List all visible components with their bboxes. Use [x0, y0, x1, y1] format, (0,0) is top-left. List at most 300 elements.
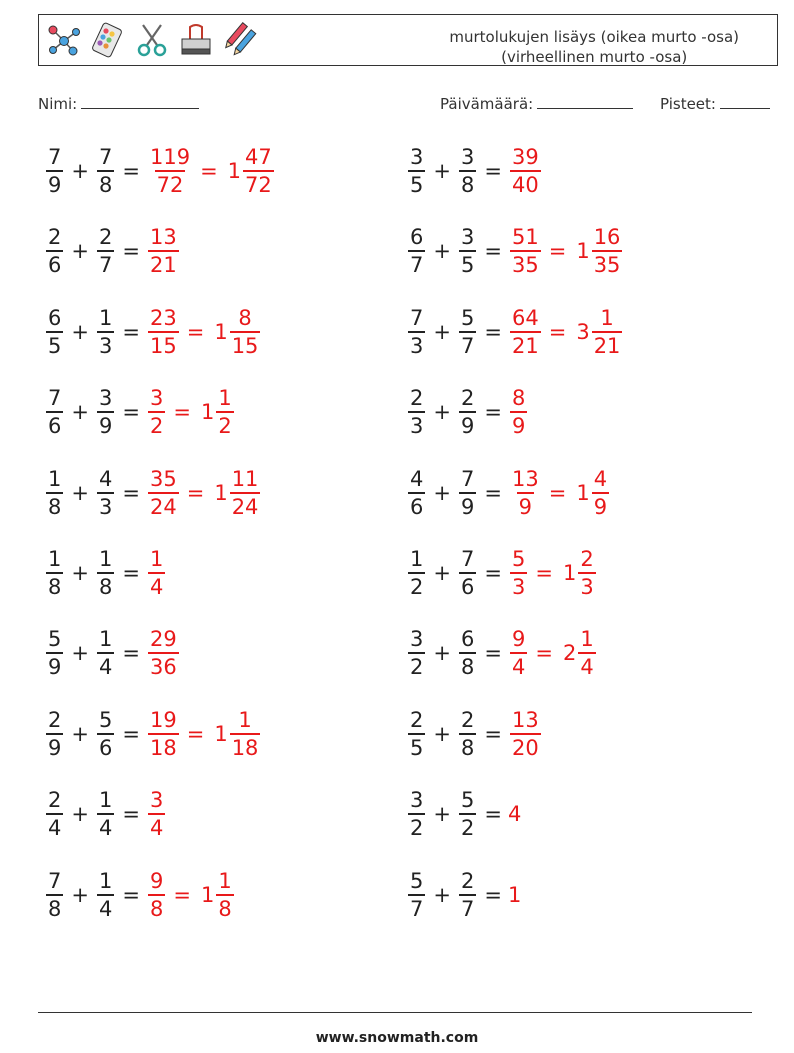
problem-row	[406, 461, 611, 525]
numerator: 3	[410, 627, 424, 651]
equals-sign: =	[484, 722, 502, 746]
numerator: 2	[410, 386, 424, 410]
answer-fraction	[510, 546, 527, 600]
denominator: 18	[230, 733, 261, 761]
problem-row	[44, 541, 167, 605]
answer-fraction	[148, 546, 165, 600]
denominator: 2	[408, 813, 425, 841]
mixed-whole: 1	[576, 481, 590, 505]
equals-sign: =	[484, 802, 502, 826]
answer-fraction	[510, 466, 541, 520]
numerator: 7	[48, 869, 62, 893]
numerator: 3	[410, 145, 424, 169]
equals-sign: =	[122, 400, 140, 424]
numerator: 2	[48, 225, 62, 249]
denominator: 4	[46, 813, 63, 841]
numerator: 5	[410, 869, 424, 893]
answer-fraction	[148, 626, 179, 680]
mixed-fraction	[230, 305, 261, 359]
denominator: 8	[97, 572, 114, 600]
denominator: 4	[148, 572, 165, 600]
answer-fraction	[510, 224, 541, 278]
denominator: 9	[517, 492, 534, 520]
mixed-fraction	[230, 466, 261, 520]
numerator: 5	[511, 547, 526, 571]
equals-sign: =	[122, 159, 140, 183]
numerator: 1	[580, 627, 594, 651]
header-icons	[45, 21, 259, 59]
date-field[interactable]	[440, 94, 633, 113]
date-label: Päivämäärä:	[440, 95, 534, 113]
equals-sign: =	[484, 159, 502, 183]
denominator: 2	[459, 813, 476, 841]
denominator: 8	[459, 652, 476, 680]
denominator: 3	[408, 331, 425, 359]
plus-sign: +	[433, 722, 451, 746]
problem-row	[406, 782, 521, 846]
addend-fraction	[408, 466, 425, 520]
denominator: 8	[459, 733, 476, 761]
denominator: 5	[46, 331, 63, 359]
plus-sign: +	[433, 561, 451, 585]
plus-sign: +	[71, 481, 89, 505]
mixed-whole: 1	[576, 239, 590, 263]
denominator: 4	[510, 652, 527, 680]
plus-sign: +	[71, 239, 89, 263]
score-label: Pisteet:	[660, 95, 716, 113]
problem-row	[44, 782, 167, 846]
numerator: 2	[580, 547, 594, 571]
equals-sign: =	[122, 641, 140, 665]
numerator: 16	[593, 225, 621, 249]
worksheet-header	[38, 14, 778, 66]
numerator: 7	[98, 145, 113, 169]
denominator: 9	[592, 492, 609, 520]
problem-row	[44, 219, 181, 283]
numerator: 51	[511, 225, 539, 249]
addend-fraction	[97, 707, 114, 761]
problem-row	[406, 863, 521, 927]
numerator: 1	[238, 708, 252, 732]
denominator: 35	[510, 250, 541, 278]
addend-fraction	[97, 305, 114, 359]
numerator: 1	[149, 547, 164, 571]
addend-fraction	[408, 787, 425, 841]
denominator: 7	[459, 331, 476, 359]
denominator: 8	[46, 492, 63, 520]
numerator: 1	[98, 547, 113, 571]
equals-sign: =	[548, 320, 567, 344]
mixed-whole: 1	[200, 883, 215, 907]
addend-fraction	[459, 305, 476, 359]
equals-sign: =	[122, 239, 140, 263]
problem-row	[406, 621, 598, 685]
answer-fraction	[510, 707, 541, 761]
equals-sign: =	[173, 400, 191, 424]
score-line[interactable]	[720, 94, 770, 109]
title-line-2: (virheellinen murto -osa)	[501, 48, 688, 66]
equals-sign: =	[122, 883, 140, 907]
answer-fraction	[510, 144, 541, 198]
denominator: 8	[459, 170, 476, 198]
denominator: 7	[408, 894, 425, 922]
denominator: 4	[97, 894, 114, 922]
numerator: 2	[460, 869, 475, 893]
denominator: 2	[148, 411, 165, 439]
numerator: 6	[460, 627, 475, 651]
numerator: 19	[149, 708, 177, 732]
numerator: 23	[149, 306, 177, 330]
denominator: 9	[459, 492, 476, 520]
numerator: 11	[231, 467, 259, 491]
numerator: 64	[511, 306, 539, 330]
addend-fraction	[408, 224, 425, 278]
numerator: 1	[410, 547, 424, 571]
addend-fraction	[46, 144, 63, 198]
mixed-whole: 3	[576, 320, 590, 344]
equals-sign: =	[173, 883, 191, 907]
mixed-fraction	[230, 707, 261, 761]
addend-fraction	[408, 546, 425, 600]
plus-sign: +	[71, 641, 89, 665]
denominator: 15	[230, 331, 261, 359]
equals-sign: =	[484, 400, 502, 424]
addend-fraction	[97, 224, 114, 278]
denominator: 6	[46, 411, 63, 439]
mixed-fraction	[216, 868, 233, 922]
numerator: 13	[511, 467, 539, 491]
footer-url: www.snowmath.com	[315, 1030, 479, 1046]
numerator: 7	[48, 145, 62, 169]
denominator: 3	[408, 411, 425, 439]
addend-fraction	[46, 787, 63, 841]
addend-fraction	[46, 224, 63, 278]
mixed-whole: 1	[214, 481, 228, 505]
problem-row	[406, 380, 529, 444]
addend-fraction	[46, 466, 63, 520]
equals-sign: =	[200, 159, 218, 183]
numerator: 9	[149, 869, 164, 893]
denominator: 9	[97, 411, 114, 439]
addend-fraction	[408, 868, 425, 922]
denominator: 4	[97, 813, 114, 841]
mixed-whole: 1	[214, 320, 228, 344]
equals-sign: =	[548, 481, 567, 505]
numerator: 119	[149, 145, 191, 169]
mixed-whole: 2	[562, 641, 577, 665]
denominator: 9	[510, 411, 527, 439]
problem-row	[406, 139, 543, 203]
denominator: 4	[97, 652, 114, 680]
problem-row	[406, 300, 624, 364]
answer-fraction	[148, 305, 179, 359]
denominator: 5	[408, 733, 425, 761]
addend-fraction	[97, 385, 114, 439]
answer-whole: 4	[507, 802, 522, 826]
denominator: 8	[216, 894, 233, 922]
numerator: 13	[511, 708, 539, 732]
binder-clip-icon	[177, 21, 215, 59]
addend-fraction	[97, 144, 114, 198]
numerator: 1	[218, 386, 232, 410]
numerator: 2	[98, 225, 113, 249]
problem-row	[44, 139, 276, 203]
problem-row	[44, 702, 262, 766]
answer-fraction	[510, 305, 541, 359]
equals-sign: =	[548, 239, 567, 263]
denominator: 4	[578, 652, 595, 680]
problem-row	[406, 219, 624, 283]
score-field[interactable]	[660, 94, 770, 113]
denominator: 21	[510, 331, 541, 359]
problem-row	[44, 300, 262, 364]
answer-fraction	[148, 385, 165, 439]
mixed-fraction	[592, 305, 623, 359]
plus-sign: +	[71, 320, 89, 344]
name-line[interactable]	[81, 94, 199, 109]
plus-sign: +	[433, 320, 451, 344]
title-line-1: murtolukujen lisäys (oikea murto -osa)	[449, 28, 739, 46]
numerator: 6	[410, 225, 424, 249]
addend-fraction	[408, 707, 425, 761]
scissors-icon	[133, 21, 171, 59]
equals-sign: =	[122, 320, 140, 344]
mixed-fraction	[578, 626, 595, 680]
addend-fraction	[46, 626, 63, 680]
denominator: 21	[592, 331, 623, 359]
plus-sign: +	[433, 159, 451, 183]
equals-sign: =	[535, 561, 553, 585]
addend-fraction	[408, 305, 425, 359]
plus-sign: +	[71, 802, 89, 826]
denominator: 21	[148, 250, 179, 278]
denominator: 5	[459, 250, 476, 278]
addend-fraction	[459, 385, 476, 439]
addend-fraction	[459, 144, 476, 198]
numerator: 3	[460, 145, 475, 169]
addend-fraction	[459, 626, 476, 680]
mixed-whole: 1	[562, 561, 577, 585]
denominator: 3	[510, 572, 527, 600]
plus-sign: +	[433, 802, 451, 826]
problem-row	[44, 863, 236, 927]
mixed-fraction	[592, 466, 609, 520]
addend-fraction	[46, 707, 63, 761]
addend-fraction	[459, 546, 476, 600]
plus-sign: +	[71, 159, 89, 183]
numerator: 9	[511, 627, 526, 651]
denominator: 6	[459, 572, 476, 600]
plus-sign: +	[433, 641, 451, 665]
denominator: 5	[408, 170, 425, 198]
problem-row	[44, 380, 236, 444]
name-field[interactable]	[38, 94, 199, 113]
numerator: 2	[48, 708, 62, 732]
denominator: 7	[408, 250, 425, 278]
addend-fraction	[408, 626, 425, 680]
denominator: 9	[459, 411, 476, 439]
plus-sign: +	[71, 883, 89, 907]
denominator: 72	[243, 170, 274, 198]
plus-sign: +	[71, 561, 89, 585]
paint-palette-icon	[89, 21, 127, 59]
plus-sign: +	[71, 722, 89, 746]
addend-fraction	[459, 787, 476, 841]
numerator: 3	[149, 788, 164, 812]
equals-sign: =	[122, 722, 140, 746]
numerator: 2	[460, 708, 475, 732]
denominator: 2	[408, 652, 425, 680]
equals-sign: =	[484, 883, 502, 907]
numerator: 1	[98, 306, 113, 330]
denominator: 9	[46, 733, 63, 761]
numerator: 3	[149, 386, 164, 410]
plus-sign: +	[71, 400, 89, 424]
numerator: 5	[460, 306, 475, 330]
mixed-whole: 1	[227, 159, 242, 183]
pencils-icon	[221, 21, 259, 59]
addend-fraction	[97, 626, 114, 680]
addend-fraction	[97, 546, 114, 600]
denominator: 6	[46, 250, 63, 278]
answer-fraction	[510, 385, 527, 439]
denominator: 8	[148, 894, 165, 922]
numerator: 6	[48, 306, 62, 330]
addend-fraction	[97, 787, 114, 841]
denominator: 8	[97, 170, 114, 198]
addend-fraction	[97, 466, 114, 520]
denominator: 2	[408, 572, 425, 600]
denominator: 24	[148, 492, 179, 520]
addend-fraction	[46, 305, 63, 359]
plus-sign: +	[433, 883, 451, 907]
numerator: 7	[460, 547, 475, 571]
numerator: 8	[511, 386, 526, 410]
denominator: 6	[408, 492, 425, 520]
answer-whole: 1	[507, 883, 522, 907]
addend-fraction	[459, 868, 476, 922]
denominator: 9	[46, 170, 63, 198]
problem-row	[406, 702, 543, 766]
mixed-fraction	[592, 224, 623, 278]
numerator: 35	[149, 467, 177, 491]
numerator: 1	[98, 788, 113, 812]
denominator: 7	[459, 894, 476, 922]
answer-fraction	[510, 626, 527, 680]
addend-fraction	[459, 224, 476, 278]
worksheet-title	[449, 27, 739, 67]
addend-fraction	[97, 868, 114, 922]
answer-fraction	[148, 224, 179, 278]
numerator: 7	[410, 306, 424, 330]
equals-sign: =	[122, 481, 140, 505]
numerator: 4	[593, 467, 608, 491]
denominator: 3	[97, 492, 114, 520]
addend-fraction	[408, 385, 425, 439]
equals-sign: =	[484, 239, 502, 263]
numerator: 4	[98, 467, 113, 491]
numerator: 3	[460, 225, 475, 249]
numerator: 5	[48, 627, 62, 651]
equals-sign: =	[535, 641, 553, 665]
denominator: 72	[155, 170, 186, 198]
answer-fraction	[148, 787, 165, 841]
numerator: 5	[460, 788, 475, 812]
numerator: 8	[238, 306, 252, 330]
numerator: 3	[410, 788, 424, 812]
addend-fraction	[459, 466, 476, 520]
denominator: 7	[97, 250, 114, 278]
addend-fraction	[459, 707, 476, 761]
addend-fraction	[46, 385, 63, 439]
addend-fraction	[46, 868, 63, 922]
name-label: Nimi:	[38, 95, 78, 113]
mixed-fraction	[216, 385, 233, 439]
addend-fraction	[408, 144, 425, 198]
denominator: 35	[592, 250, 623, 278]
equals-sign: =	[122, 802, 140, 826]
numerator: 1	[48, 467, 62, 491]
denominator: 36	[148, 652, 179, 680]
plus-sign: +	[433, 239, 451, 263]
denominator: 3	[97, 331, 114, 359]
plus-sign: +	[433, 400, 451, 424]
mixed-fraction	[243, 144, 274, 198]
denominator: 8	[46, 572, 63, 600]
equals-sign: =	[484, 320, 502, 344]
numerator: 1	[98, 627, 113, 651]
numerator: 1	[218, 869, 232, 893]
denominator: 18	[148, 733, 179, 761]
equals-sign: =	[186, 722, 205, 746]
numerator: 4	[410, 467, 424, 491]
problem-row	[44, 461, 262, 525]
plus-sign: +	[433, 481, 451, 505]
denominator: 9	[46, 652, 63, 680]
equals-sign: =	[484, 481, 502, 505]
numerator: 2	[460, 386, 475, 410]
numerator: 1	[48, 547, 62, 571]
answer-fraction	[148, 707, 179, 761]
numerator: 13	[149, 225, 177, 249]
denominator: 24	[230, 492, 261, 520]
numerator: 2	[48, 788, 62, 812]
numerator: 39	[511, 145, 539, 169]
mixed-whole: 1	[214, 722, 228, 746]
numerator: 5	[98, 708, 113, 732]
problem-row	[44, 621, 181, 685]
denominator: 15	[148, 331, 179, 359]
equals-sign: =	[186, 320, 205, 344]
numerator: 3	[98, 386, 113, 410]
denominator: 20	[510, 733, 541, 761]
numerator: 47	[245, 145, 272, 169]
denominator: 6	[97, 733, 114, 761]
footer-divider	[38, 1012, 752, 1013]
problem-row	[406, 541, 598, 605]
denominator: 2	[216, 411, 233, 439]
equals-sign: =	[484, 561, 502, 585]
molecule-icon	[45, 21, 83, 59]
date-line[interactable]	[537, 94, 633, 109]
numerator: 7	[460, 467, 475, 491]
denominator: 3	[578, 572, 595, 600]
answer-fraction	[148, 466, 179, 520]
answer-fraction	[148, 144, 192, 198]
equals-sign: =	[122, 561, 140, 585]
equals-sign: =	[186, 481, 205, 505]
denominator: 40	[510, 170, 541, 198]
